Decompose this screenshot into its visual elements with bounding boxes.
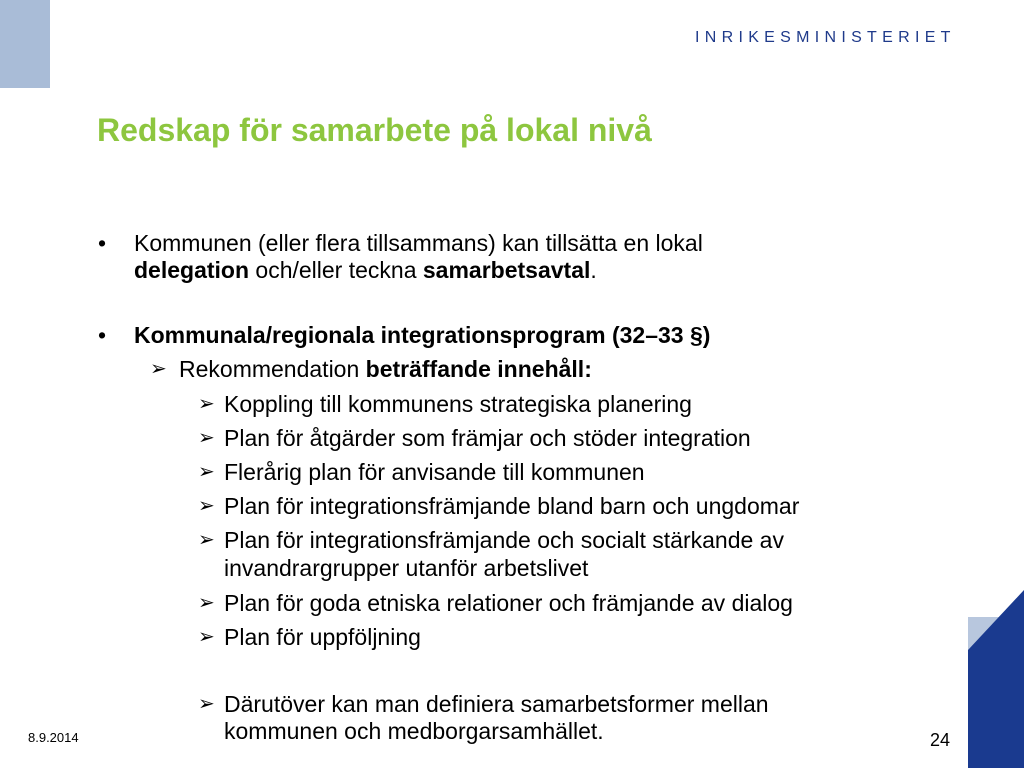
ministry-logo-text: INRIKESMINISTERIET xyxy=(695,29,956,46)
list-item: Därutöver kan man definiera samarbetsformer mellan xyxy=(224,691,769,717)
bullet-marker: • xyxy=(98,230,107,256)
list-item: Plan för integrationsfrämjande och socialt stärkande av xyxy=(224,527,784,553)
list-item: Plan för uppföljning xyxy=(224,624,421,650)
agreement-term: samarbetsavtal xyxy=(422,257,591,283)
list-item: Plan för integrationsfrämjande bland barn och ungdomar xyxy=(224,493,800,519)
corner-decoration-top-left xyxy=(0,0,50,88)
arrow-bullet-icon: ➢ xyxy=(198,592,215,614)
footer-date: 8.9.2014 xyxy=(28,730,79,745)
list-item: Flerårig plan för anvisande till kommunen xyxy=(224,459,645,485)
bullet-1-period: . xyxy=(590,257,597,283)
slide-title: Redskap för samarbete på lokal nivå xyxy=(97,112,652,148)
list-item: Plan för goda etniska relationer och främjande av dialog xyxy=(224,590,793,616)
bullet-1-connector: och/eller teckna xyxy=(249,257,423,283)
bullet-2-text xyxy=(134,321,710,349)
arrow-bullet-icon: ➢ xyxy=(198,461,215,483)
arrow-bullet-icon: ➢ xyxy=(198,495,215,517)
delegation-term: delegation xyxy=(134,257,250,283)
recommendation-line xyxy=(179,355,592,383)
arrow-bullet-icon: ➢ xyxy=(198,393,215,415)
list-item-continuation: invandrargrupper utanför arbetslivet xyxy=(224,555,589,581)
list-item: Koppling till kommunens strategiska planering xyxy=(224,391,692,417)
page-number: 24 xyxy=(930,730,951,750)
bullet-1-line-2 xyxy=(134,256,597,284)
arrow-bullet-icon: ➢ xyxy=(198,427,215,449)
list-item-continuation: kommunen och medborgarsamhället. xyxy=(224,718,604,744)
corner-decoration-bottom-right xyxy=(968,590,1024,768)
bullet-marker: • xyxy=(98,322,107,348)
corner-dark-block xyxy=(968,590,1024,768)
list-item: Plan för åtgärder som främjar och stöder integration xyxy=(224,425,751,451)
bullet-1-line-1: Kommunen (eller flera tillsammans) kan tillsätta en lokal xyxy=(134,230,703,256)
arrow-bullet-icon: ➢ xyxy=(198,693,215,715)
program-heading: Kommunala/regionala integrationsprogram (32–33 §) xyxy=(134,322,711,348)
arrow-bullet-icon: ➢ xyxy=(198,626,215,648)
recommendation-bold: beträffande innehåll: xyxy=(365,356,592,382)
recommendation-label: Rekommendation xyxy=(179,356,366,382)
arrow-bullet-icon: ➢ xyxy=(150,358,167,380)
arrow-bullet-icon: ➢ xyxy=(198,529,215,551)
